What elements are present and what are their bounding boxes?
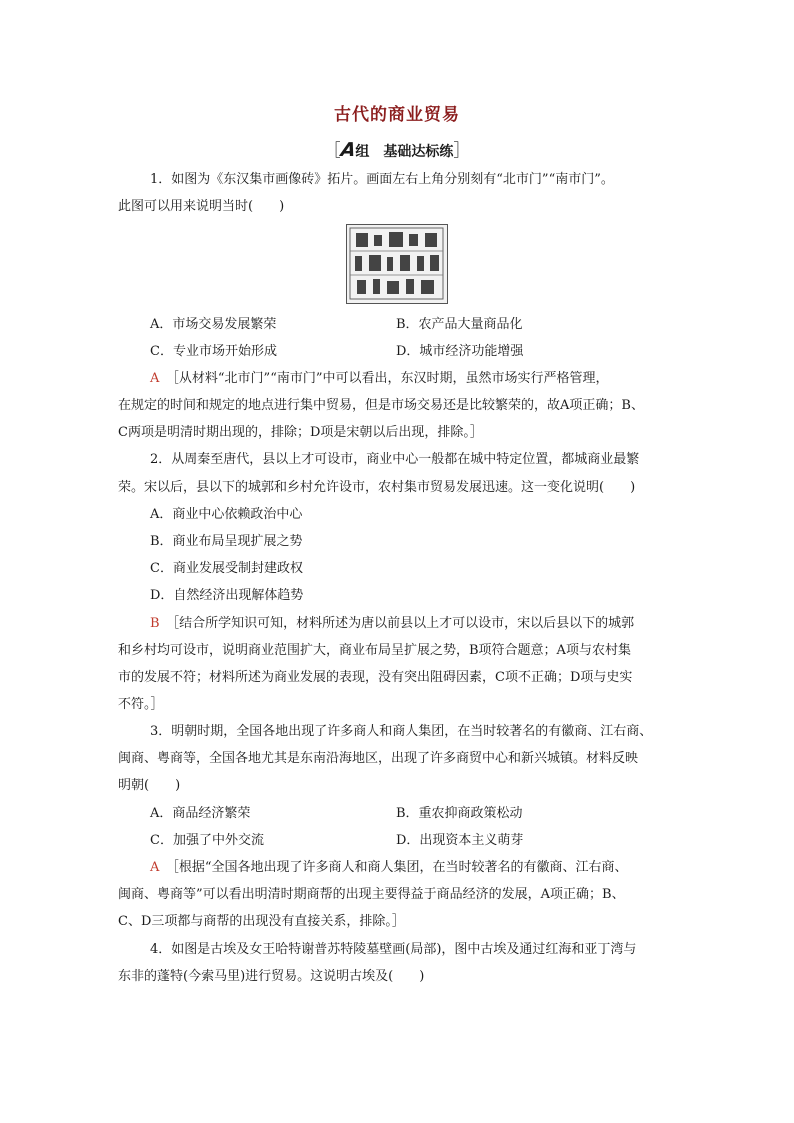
section-letter: A xyxy=(339,139,357,161)
question-3-stem-cont: 闽商、粤商等，全国各地尤其是东南沿海地区，出现了许多商贸中心和新兴城镇。材料反映 xyxy=(118,751,639,766)
question-3-explanation-cont: 闽商、粤商等”可以看出明清时期商帮的出现主要得益于商品经济的发展，A项正确；B、 xyxy=(118,887,625,902)
section-bracket-open: ［ xyxy=(323,141,341,161)
question-4-stem-cont: 东非的蓬特(今索马里)进行贸易。这说明古埃及( ) xyxy=(118,969,425,984)
explanation-text: ［结合所学知识可知，材料所述为唐以前县以上才可以设市，宋以后县以下的城郭 xyxy=(172,616,635,631)
question-3-explanation xyxy=(150,858,628,878)
question-2-explanation xyxy=(150,614,634,634)
question-2-stem-cont: 荣。宋以后，县以下的城郭和乡村允许设市，农村集市贸易发展迅速。这一变化说明( ) xyxy=(118,480,636,495)
question-3-option-c: C．加强了中外交流 xyxy=(150,833,264,848)
question-3-stem: 3．明朝时期，全国各地出现了许多商人和商人集团，在当时较著名的有徽商、江右商、 xyxy=(150,724,653,739)
section-heading xyxy=(0,136,794,161)
question-2-option-b: B．商业布局呈现扩展之势 xyxy=(150,534,303,549)
question-2-stem: 2．从周秦至唐代，县以上才可设市，商业中心一般都在城中特定位置，都城商业最繁 xyxy=(150,452,640,467)
question-2-explanation-cont: 不符。］ xyxy=(118,697,164,712)
question-2-option-c: C．商业发展受制封建政权 xyxy=(150,561,303,576)
question-3-explanation-cont: C、D三项都与商帮的出现没有直接关系，排除。］ xyxy=(118,914,405,929)
question-3-option-a: A．商品经济繁荣 xyxy=(150,806,251,821)
question-2-option-d: D．自然经济出现解体趋势 xyxy=(150,588,304,603)
section-bracket-close: ］ xyxy=(453,141,471,161)
question-1-explanation-cont: C两项是明清时期出现的，排除；D项是宋朝以后出现，排除。］ xyxy=(118,425,483,440)
question-3-stem-cont: 明朝( ) xyxy=(118,778,181,793)
explanation-text: ［根据“全国各地出现了许多商人和商人集团，在当时较著名的有徽商、江右商、 xyxy=(172,860,628,875)
question-2-explanation-cont: 市的发展不符；材料所述为商业发展的表现，没有突出阻碍因素，C项不正确；D项与史实 xyxy=(118,670,633,685)
question-1-stem-cont: 此图可以用来说明当时( ) xyxy=(118,199,285,214)
question-4-stem: 4．如图是古埃及女王哈特谢普苏特陵墓壁画(局部)，图中古埃及通过红海和亚丁湾与 xyxy=(150,942,637,957)
question-1-option-b: B．农产品大量商品化 xyxy=(396,317,523,332)
answer-key: A xyxy=(150,371,160,386)
question-3-option-b: B．重农抑商政策松动 xyxy=(396,806,523,821)
answer-key: A xyxy=(150,860,160,875)
question-1-option-c: C．专业市场开始形成 xyxy=(150,344,277,359)
question-2-explanation-cont: 和乡村均可设市，说明商业范围扩大，商业布局呈扩展之势，B项符合题意；A项与农村集 xyxy=(118,643,631,658)
page-title: 古代的商业贸易 xyxy=(334,105,460,125)
question-3-option-d: D．出现资本主义萌芽 xyxy=(396,833,524,848)
question-1-explanation-cont: 在规定的时间和规定的地点进行集中贸易，但是市场交易还是比较繁荣的，故A项正确；B、 xyxy=(118,398,644,413)
brick-rubbing-image xyxy=(346,224,448,304)
question-1-option-a: A．市场交易发展繁荣 xyxy=(150,317,277,332)
question-1-stem: 1．如图为《东汉集市画像砖》拓片。画面左右上角分别刻有“北市门”“南市门”。 xyxy=(150,172,614,187)
question-1-explanation xyxy=(150,369,609,389)
section-title: 组 基础达标练 xyxy=(355,144,454,160)
answer-key: B xyxy=(150,616,160,631)
explanation-text: ［从材料“北市门”“南市门”中可以看出，东汉时期，虽然市场实行严格管理， xyxy=(172,371,609,386)
question-2-option-a: A．商业中心依赖政治中心 xyxy=(150,507,303,522)
question-1-option-d: D．城市经济功能增强 xyxy=(396,344,524,359)
